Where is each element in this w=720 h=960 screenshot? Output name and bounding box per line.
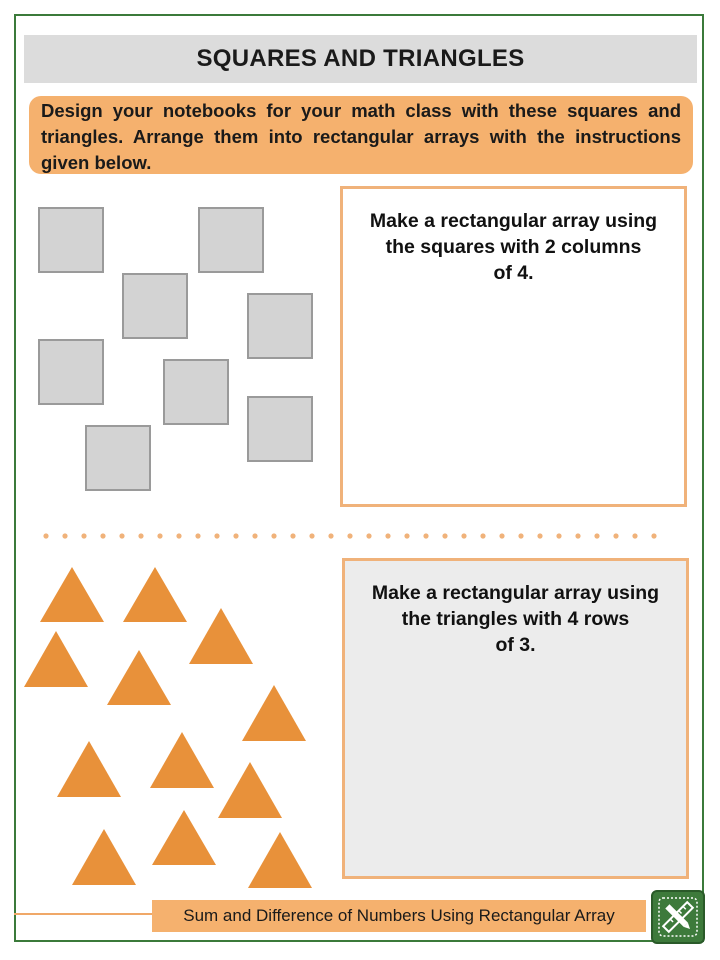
triangle-shape <box>242 685 306 741</box>
footer-title: Sum and Difference of Numbers Using Rectangular Array <box>183 906 615 925</box>
pencil-ruler-icon <box>651 890 705 944</box>
triangles-group <box>0 0 340 900</box>
instructions-text: Design your notebooks for your math class with these squares and triangles. Arrange them into rectangular arrays with the instructions given below. <box>41 100 681 173</box>
task-line: Make a rectangular array using <box>369 210 658 232</box>
task-line: the squares with 2 columns <box>385 236 642 258</box>
task-line: Make a rectangular array using <box>371 582 660 604</box>
triangle-shape <box>189 608 253 664</box>
triangle-shape <box>150 732 214 788</box>
triangle-shape <box>152 810 216 865</box>
triangle-shape <box>40 567 104 622</box>
triangle-shape <box>107 650 171 705</box>
triangle-shape <box>248 832 312 888</box>
triangle-shape <box>24 631 88 687</box>
footer-rule <box>14 913 152 915</box>
task-line: the triangles with 4 rows <box>401 608 630 630</box>
triangles-task-box <box>342 558 689 879</box>
footer-bar <box>152 900 646 932</box>
task-line: of 3. <box>495 634 536 656</box>
page-title: SQUARES AND TRIANGLES <box>196 45 525 72</box>
triangle-shape <box>57 741 121 797</box>
triangle-shape <box>72 829 136 885</box>
triangle-shape <box>218 762 282 818</box>
triangle-shape <box>123 567 187 622</box>
task-line: of 4. <box>493 262 534 284</box>
squares-task-box <box>340 186 687 507</box>
